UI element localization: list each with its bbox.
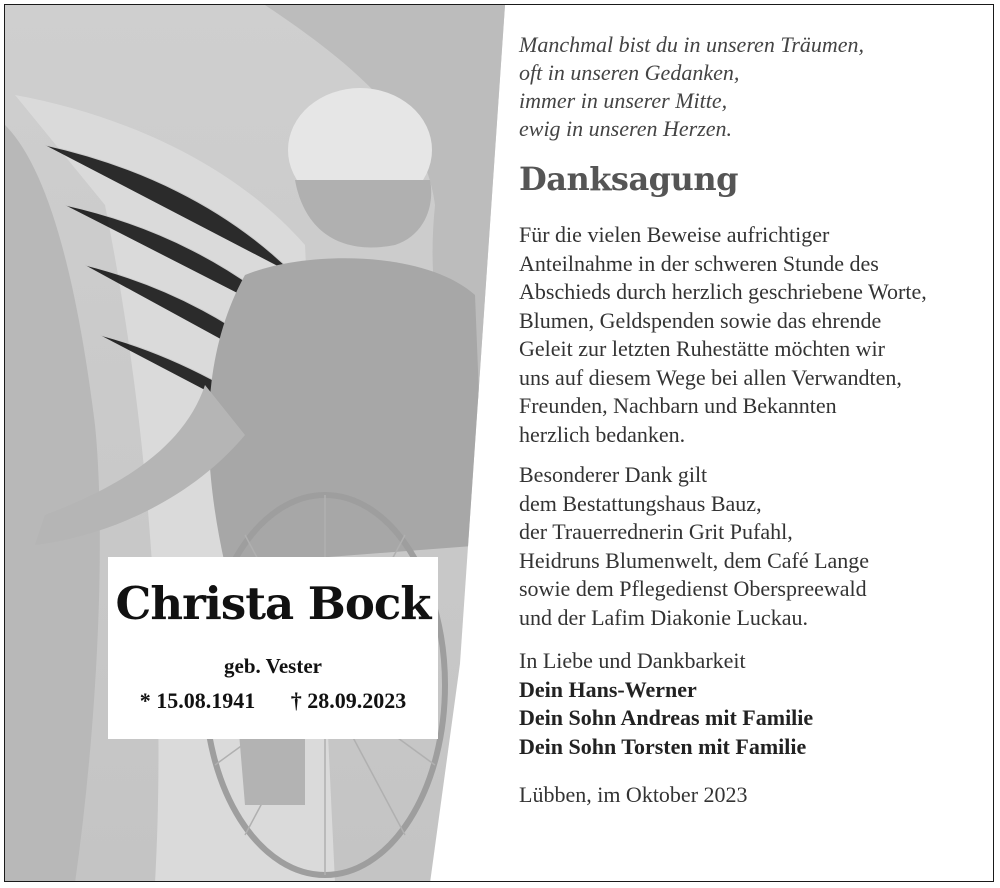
text-line: Abschieds durch herzlich geschriebene Worte, xyxy=(519,279,927,304)
text-line: Blumen, Geldspenden sowie das ehrende xyxy=(519,307,882,333)
text-line: Heidruns Blumenwelt, dem Café Lange xyxy=(519,547,870,573)
poem-line: ewig in unseren Herzen. xyxy=(519,116,733,141)
signatory: Dein Sohn Torsten mit Familie xyxy=(519,733,807,759)
poem-line: oft in unseren Gedanken, xyxy=(519,60,740,85)
text-line: uns auf diesem Wege bei allen Verwandten, xyxy=(519,364,902,390)
signatory: Dein Sohn Andreas mit Familie xyxy=(519,705,814,730)
closing-line: In Liebe und Dankbarkeit xyxy=(519,648,746,673)
text-column xyxy=(519,31,989,810)
text-line: herzlich bedanken. xyxy=(519,421,686,447)
text-line: dem Bestattungshaus Bauz, xyxy=(519,490,762,516)
text-line: sowie dem Pflegedienst Oberspreewald xyxy=(519,576,867,601)
text-line: Anteilnahme in der schweren Stunde des xyxy=(519,250,879,276)
obituary-card xyxy=(4,4,994,882)
place-date: Lübben, im Oktober 2023 xyxy=(519,782,748,807)
signature-block xyxy=(519,647,989,761)
text-line: Freunden, Nachbarn und Bekannten xyxy=(519,393,837,418)
death-date: † 28.09.2023 xyxy=(290,688,407,713)
birth-date: * 15.08.1941 xyxy=(139,688,256,713)
signatory: Dein Hans-Werner xyxy=(519,676,697,702)
thanks-paragraph xyxy=(519,221,989,449)
deceased-name: Christa Bock xyxy=(115,577,431,630)
poem-line: immer in unserer Mitte, xyxy=(519,88,728,113)
life-dates xyxy=(108,688,438,714)
poem-line: Manchmal bist du in unseren Träumen, xyxy=(519,32,865,57)
special-thanks xyxy=(519,461,989,632)
poem xyxy=(519,31,989,143)
memorial-photo xyxy=(5,5,505,882)
photo-person-in-wheelchair-image xyxy=(5,5,505,882)
heading: Danksagung xyxy=(519,160,738,198)
name-box xyxy=(108,557,438,739)
text-line: der Trauerrednerin Grit Pufahl, xyxy=(519,519,793,544)
text-line: Besonderer Dank gilt xyxy=(519,462,708,487)
maiden-name: geb. Vester xyxy=(224,654,322,678)
text-line: und der Lafim Diakonie Luckau. xyxy=(519,604,808,630)
text-line: Geleit zur letzten Ruhestätte möchten wir xyxy=(519,336,885,361)
text-line: Für die vielen Beweise aufrichtiger xyxy=(519,222,830,247)
